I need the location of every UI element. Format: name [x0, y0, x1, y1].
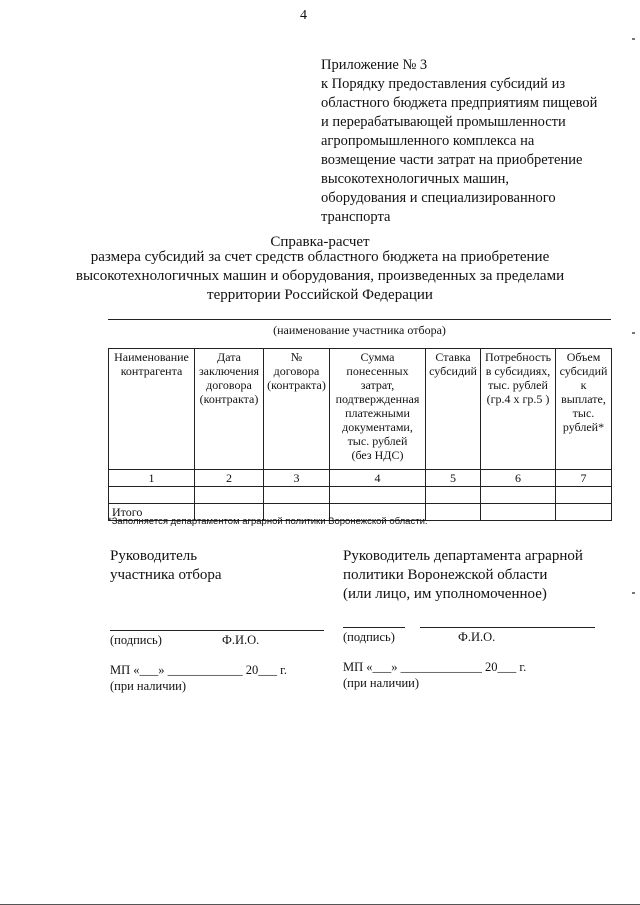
subtitle-line: высокотехнологичных машин и оборудования, произведенных за пределами	[75, 268, 565, 284]
appendix-line: высокотехнологичных машин,	[321, 171, 509, 187]
left-signature-label: (подпись)	[110, 633, 162, 647]
table-cell	[264, 487, 330, 504]
participant-caption: (наименование участника отбора)	[273, 323, 446, 337]
appendix-line: областного бюджета предприятиям пищевой	[321, 95, 598, 111]
appendix-line: агропромышленного комплекса на	[321, 133, 535, 149]
table-row	[109, 487, 612, 504]
header-contract-number: № договора (контракта)	[264, 349, 330, 470]
calculation-table	[108, 348, 612, 521]
header-subsidy-rate: Ставка субсидий	[426, 349, 481, 470]
scan-mark	[632, 592, 635, 594]
header-subsidy-need: Потребность в субсидиях, тыс. рублей (гр.4 x гр.5 )	[481, 349, 556, 470]
scan-mark	[632, 332, 635, 334]
table-cell	[195, 487, 264, 504]
right-name-line	[420, 627, 595, 628]
table-cell	[481, 504, 556, 521]
column-number: 3	[264, 470, 330, 487]
header-costs-amount: Сумма понесенных затрат, подтвержденная платежными документами, тыс. рублей (без НДС)	[330, 349, 426, 470]
table-header-row	[109, 349, 612, 470]
header-subsidy-volume: Объем субсидий к выплате, тыс. рублей*	[556, 349, 612, 470]
table-cell	[109, 487, 195, 504]
document-subtitle	[0, 248, 640, 305]
subtitle-line: территории Российской Федерации	[207, 287, 433, 303]
subtitle-line: размера субсидий за счет средств областного бюджета на приобретение	[90, 249, 550, 265]
table-cell	[426, 487, 481, 504]
column-number: 2	[195, 470, 264, 487]
column-number: 7	[556, 470, 612, 487]
left-name-label: Ф.И.О.	[222, 633, 260, 647]
right-date-line: МП «___» _____________ 20___ г.	[343, 660, 527, 674]
appendix-line: к Порядку предоставления субсидий из	[321, 76, 566, 92]
right-signature-label: (подпись)	[343, 630, 395, 644]
left-date-line: МП «___» ____________ 20___ г.	[110, 663, 287, 677]
table-cell	[330, 487, 426, 504]
document-title: Справка-расчет	[270, 234, 370, 250]
appendix-line: транспорта	[321, 209, 391, 225]
table-cell	[556, 504, 612, 521]
column-number: 6	[481, 470, 556, 487]
appendix-line: возмещение части затрат на приобретение	[321, 152, 583, 168]
appendix-block	[321, 56, 621, 227]
table-cell	[556, 487, 612, 504]
appendix-line: и перерабатывающей промышленности	[321, 114, 566, 130]
column-number: 1	[109, 470, 195, 487]
right-stamp-note: (при наличии)	[343, 676, 420, 690]
scan-mark	[632, 38, 635, 40]
footnote: *Заполняется департаментом аграрной политики Воронежской области.	[108, 516, 428, 527]
total-label: Итого	[109, 504, 195, 521]
left-stamp-note: (при наличии)	[110, 679, 187, 693]
left-signatory-title: Руководитель участника отбора	[110, 548, 222, 583]
table-cell	[481, 487, 556, 504]
right-name-label: Ф.И.О.	[458, 630, 496, 644]
participant-name-line	[108, 319, 611, 320]
column-number-row	[109, 470, 612, 487]
column-number: 4	[330, 470, 426, 487]
page-number: 4	[300, 8, 307, 23]
appendix-line: оборудования и специализированного	[321, 190, 556, 206]
table-cell	[426, 504, 481, 521]
appendix-line: Приложение № 3	[321, 57, 428, 73]
right-signatory-title: Руководитель департамента аграрной политики Воронежской области (или лицо, им уполномоченное)	[343, 548, 583, 602]
header-contract-date: Дата заключения договора (контракта)	[195, 349, 264, 470]
right-signature-line	[343, 627, 405, 628]
left-signature-line	[110, 630, 324, 631]
header-counterparty: Наименование контрагента	[109, 349, 195, 470]
column-number: 5	[426, 470, 481, 487]
